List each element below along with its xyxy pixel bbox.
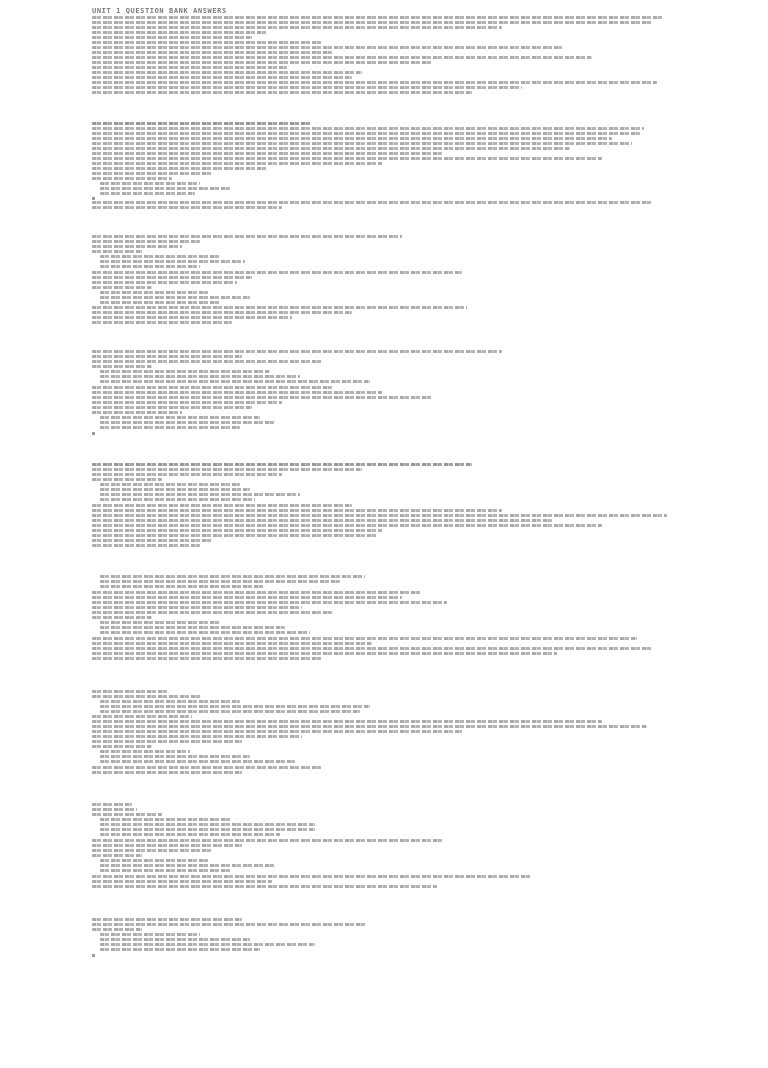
text-line <box>92 478 162 481</box>
text-line <box>92 245 182 248</box>
text-line <box>92 725 647 728</box>
text-line <box>92 81 657 84</box>
text-line <box>92 616 152 619</box>
text-line <box>100 301 220 304</box>
text-line <box>92 360 322 363</box>
text-line <box>92 51 332 54</box>
text-line <box>92 642 372 645</box>
text-line <box>92 601 447 604</box>
text-line <box>92 657 322 660</box>
text-line <box>100 291 210 294</box>
text-line <box>100 426 240 429</box>
text-line <box>92 468 362 471</box>
text-line <box>92 514 667 517</box>
text-line <box>100 938 250 941</box>
text-line <box>100 943 315 946</box>
text-line <box>100 260 245 263</box>
text-line <box>92 715 192 718</box>
text-line <box>92 808 137 811</box>
text-line <box>92 350 502 353</box>
text-line <box>100 187 230 190</box>
text-line <box>92 132 640 135</box>
text-line <box>92 730 462 733</box>
text-line <box>92 720 602 723</box>
text-line <box>100 265 200 268</box>
text-line <box>100 296 250 299</box>
text-line <box>92 534 377 537</box>
text-line <box>100 933 200 936</box>
text-line <box>92 286 152 289</box>
text-line <box>100 182 200 185</box>
text-line <box>100 760 295 763</box>
text-line <box>92 637 637 640</box>
text-line <box>92 918 242 921</box>
text-line <box>92 401 282 404</box>
text-line <box>92 591 422 594</box>
text-line <box>92 473 282 476</box>
text-line <box>100 375 300 378</box>
text-line <box>92 250 142 253</box>
text-line <box>92 172 212 175</box>
text-line <box>100 255 220 258</box>
text-line <box>100 488 250 491</box>
text-line <box>92 880 272 883</box>
text-line <box>92 31 267 34</box>
text-line <box>92 127 644 130</box>
text-line <box>92 36 252 39</box>
text-line <box>100 700 240 703</box>
text-line <box>92 463 472 466</box>
text-line <box>92 923 367 926</box>
text-line <box>100 580 340 583</box>
text-line <box>92 509 502 512</box>
text-line <box>92 235 402 238</box>
text-line <box>92 813 162 816</box>
text-line <box>92 177 172 180</box>
text-line <box>92 411 182 414</box>
text-line <box>100 818 230 821</box>
text-line <box>92 854 142 857</box>
text-line <box>92 529 382 532</box>
text-line <box>92 745 152 748</box>
text-mark <box>92 432 95 435</box>
text-line <box>92 122 312 125</box>
text-line <box>100 705 370 708</box>
text-line <box>92 771 242 774</box>
text-line <box>92 281 237 284</box>
text-line <box>92 271 462 274</box>
text-line <box>92 66 287 69</box>
text-line <box>92 396 432 399</box>
text-mark <box>92 954 95 957</box>
text-line <box>100 859 210 862</box>
text-line <box>92 71 362 74</box>
text-line <box>92 316 292 319</box>
text-line <box>100 823 315 826</box>
text-line <box>92 306 467 309</box>
text-line <box>92 56 592 59</box>
text-line <box>100 380 370 383</box>
text-line <box>100 498 255 501</box>
text-line <box>92 519 552 522</box>
page-heading: UNIT 1 QUESTION BANK ANSWERS <box>92 7 227 15</box>
text-line <box>100 585 265 588</box>
text-line <box>100 493 300 496</box>
text-line <box>92 504 352 507</box>
text-line <box>92 137 612 140</box>
text-line <box>92 766 322 769</box>
text-line <box>100 192 195 195</box>
text-line <box>92 803 132 806</box>
text-line <box>92 606 302 609</box>
text-line <box>100 575 365 578</box>
text-line <box>92 544 202 547</box>
text-line <box>100 864 275 867</box>
text-line <box>92 928 142 931</box>
text-line <box>92 596 402 599</box>
text-line <box>92 735 302 738</box>
text-line <box>92 321 232 324</box>
text-line <box>92 875 532 878</box>
text-line <box>92 539 212 542</box>
text-line <box>92 311 352 314</box>
text-line <box>92 652 557 655</box>
text-line <box>92 61 432 64</box>
text-line <box>92 162 382 165</box>
text-line <box>92 240 202 243</box>
text-line <box>92 147 570 150</box>
text-line <box>92 386 332 389</box>
text-line <box>92 849 212 852</box>
text-line <box>92 76 352 79</box>
text-line <box>92 276 252 279</box>
text-line <box>92 695 202 698</box>
text-block-9 <box>92 918 682 1068</box>
text-line <box>100 370 270 373</box>
text-line <box>100 631 310 634</box>
text-line <box>92 690 167 693</box>
text-line <box>92 647 652 650</box>
text-line <box>92 355 242 358</box>
text-line <box>92 365 152 368</box>
text-line <box>92 611 332 614</box>
text-line <box>100 869 230 872</box>
text-line <box>92 885 437 888</box>
text-line <box>92 41 322 44</box>
text-line <box>92 152 442 155</box>
text-line <box>92 21 652 24</box>
text-line <box>100 621 220 624</box>
text-line <box>92 206 282 209</box>
text-line <box>92 91 472 94</box>
text-line <box>92 157 602 160</box>
text-line <box>92 167 267 170</box>
text-line <box>92 839 442 842</box>
text-mark <box>92 197 95 200</box>
text-line <box>92 26 502 29</box>
text-line <box>100 755 250 758</box>
text-line <box>92 740 242 743</box>
text-line <box>100 483 240 486</box>
text-line <box>100 828 315 831</box>
text-line <box>100 833 280 836</box>
text-line <box>100 750 190 753</box>
text-line <box>100 948 260 951</box>
text-line <box>92 142 632 145</box>
text-line <box>92 46 562 49</box>
text-line <box>92 86 522 89</box>
text-line <box>100 421 275 424</box>
text-line <box>92 524 602 527</box>
text-line <box>92 406 252 409</box>
text-line <box>100 416 260 419</box>
text-line <box>100 710 360 713</box>
text-line <box>92 391 382 394</box>
text-line <box>92 201 652 204</box>
text-line <box>92 844 242 847</box>
text-line <box>100 626 285 629</box>
text-line <box>92 16 664 19</box>
